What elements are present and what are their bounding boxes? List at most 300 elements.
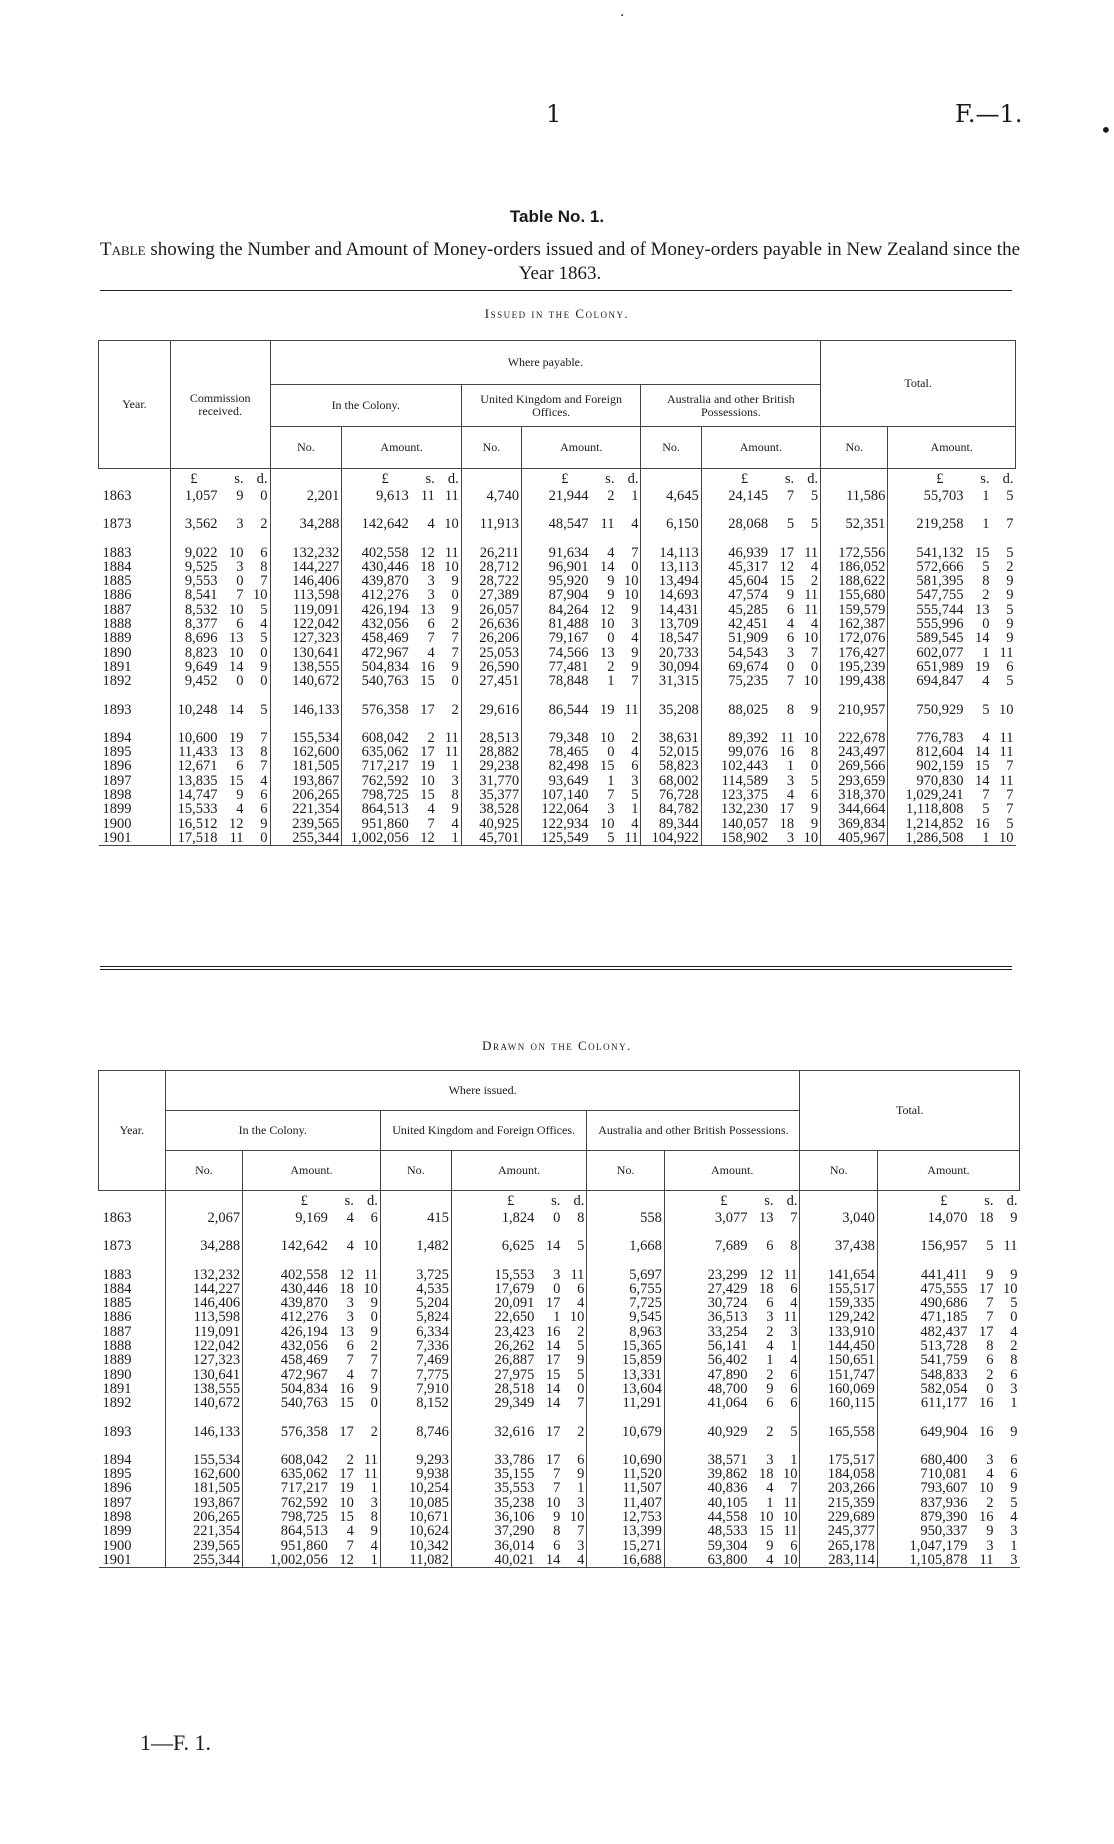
pounds-value: 48,700 xyxy=(707,1381,748,1397)
pence-value: 7 xyxy=(1006,517,1014,532)
count-cell: 16,688 xyxy=(587,1553,664,1568)
amount-cell xyxy=(888,489,1016,503)
amount-cell xyxy=(243,1496,381,1510)
pence-value: 6 xyxy=(577,1281,585,1297)
count-cell: 133,910 xyxy=(800,1325,877,1339)
count-cell: 181,505 xyxy=(270,759,342,773)
count-cell: 130,641 xyxy=(270,646,342,660)
pence-value: 4 xyxy=(790,1353,798,1368)
count-cell: 186,052 xyxy=(821,560,888,574)
pounds-value: 29,349 xyxy=(494,1396,535,1411)
shillings-value: 19 xyxy=(975,659,990,675)
pence-value: 10 xyxy=(999,702,1014,717)
pence-value: 5 xyxy=(1006,602,1014,618)
pence-value: 11 xyxy=(999,773,1014,789)
pounds-value: 9,022 xyxy=(184,545,218,560)
pence-value: 11 xyxy=(804,545,819,560)
pounds-value: 8,696 xyxy=(184,631,218,646)
pence-value: 9 xyxy=(370,1524,378,1539)
pounds-value: 1,047,179 xyxy=(909,1538,968,1553)
year-cell: 1890 xyxy=(102,1367,132,1382)
count-cell: 221,354 xyxy=(165,1524,242,1538)
spacer-row xyxy=(99,1439,1020,1453)
shillings-value: 0 xyxy=(553,1281,561,1297)
amount-cell xyxy=(877,1453,1019,1467)
pounds-value: 9,553 xyxy=(184,574,218,589)
spacer-cell xyxy=(522,532,641,546)
shillings-value: 9 xyxy=(766,1538,774,1553)
count-cell: 2,201 xyxy=(270,489,342,503)
shilling-unit: s. xyxy=(344,1193,354,1209)
pounds-value: 426,194 xyxy=(280,1324,328,1340)
spacer-cell xyxy=(522,689,641,703)
pounds-value: 41,064 xyxy=(707,1396,748,1411)
pounds-value: 21,944 xyxy=(548,489,589,504)
amount-cell xyxy=(522,759,641,773)
count-cell: 150,651 xyxy=(800,1353,877,1367)
pounds-value: 793,607 xyxy=(920,1481,968,1496)
shillings-value: 11 xyxy=(229,830,244,846)
shillings-value: 13 xyxy=(599,645,615,660)
amount-cell xyxy=(877,1467,1019,1481)
col-amount: Amount. xyxy=(888,427,1016,469)
units-row xyxy=(99,1191,1020,1212)
count-cell: 130,641 xyxy=(165,1368,242,1382)
amount-cell xyxy=(451,1510,587,1524)
pence-value: 4 xyxy=(260,773,268,789)
pounds-value: 812,604 xyxy=(916,745,964,760)
shillings-value: 17 xyxy=(545,1452,561,1468)
pence-value: 10 xyxy=(623,574,639,589)
pence-value: 5 xyxy=(810,517,819,532)
pence-value: 1 xyxy=(451,759,459,774)
pence-value: 6 xyxy=(631,759,639,774)
pence-value: 9 xyxy=(631,602,639,618)
shillings-value: 16 xyxy=(420,659,435,675)
count-cell: 141,654 xyxy=(800,1268,877,1282)
pounds-value: 142,642 xyxy=(361,517,409,532)
amount-cell xyxy=(522,588,641,602)
amount-cell xyxy=(522,646,641,660)
spacer-row xyxy=(99,717,1016,731)
spacer-cell xyxy=(165,1439,242,1453)
pounds-value: 40,836 xyxy=(707,1481,748,1496)
count-cell: 7,336 xyxy=(380,1339,451,1353)
pounds-value: 472,967 xyxy=(361,645,409,660)
pence-value: 7 xyxy=(260,730,268,746)
col-in-colony: In the Colony. xyxy=(165,1111,380,1151)
pence-value: 6 xyxy=(1010,1452,1018,1468)
shillings-value: 5 xyxy=(982,559,990,575)
year-cell: 1901 xyxy=(99,1553,166,1568)
amount-cell xyxy=(243,1382,381,1396)
year-cell: 1863 xyxy=(102,1211,132,1226)
shillings-value: 3 xyxy=(427,574,435,589)
pounds-value: 93,649 xyxy=(548,773,589,789)
shillings-value: 9 xyxy=(607,574,615,589)
amount-cell xyxy=(170,489,270,503)
pounds-value: 63,800 xyxy=(707,1552,748,1568)
amount-cell xyxy=(888,560,1016,574)
amount-cell xyxy=(888,788,1016,802)
pence-value: 10 xyxy=(253,588,268,603)
count-cell: 31,770 xyxy=(461,774,521,788)
pence-value: 9 xyxy=(370,1381,378,1397)
shillings-value: 15 xyxy=(339,1396,354,1411)
pence-value: 11 xyxy=(444,745,459,760)
pounds-value: 35,238 xyxy=(494,1495,535,1511)
pence-value: 11 xyxy=(624,702,639,717)
year-cell: 1889 xyxy=(102,631,132,646)
count-cell: 155,680 xyxy=(821,588,888,602)
pounds-value: 8,377 xyxy=(184,617,218,632)
amount-cell xyxy=(522,546,641,560)
spacer-cell xyxy=(170,717,270,731)
table-row xyxy=(99,1510,1020,1524)
shillings-value: 14 xyxy=(545,1339,561,1354)
count-cell: 210,957 xyxy=(821,703,888,717)
stray-mark: • xyxy=(1100,118,1112,142)
count-cell: 26,211 xyxy=(461,546,521,560)
shillings-value: 6 xyxy=(986,1353,994,1368)
pounds-value: 47,890 xyxy=(707,1367,748,1382)
pence-value: 5 xyxy=(1006,674,1014,689)
count-cell: 165,558 xyxy=(800,1425,877,1439)
count-cell: 255,344 xyxy=(165,1553,242,1568)
amount-cell xyxy=(664,1211,800,1225)
shillings-value: 4 xyxy=(982,674,990,689)
amount-cell xyxy=(451,1282,587,1296)
pounds-value: 125,549 xyxy=(541,830,589,846)
count-cell: 15,365 xyxy=(587,1339,664,1353)
count-cell: 9,293 xyxy=(380,1453,451,1467)
pounds-value: 555,996 xyxy=(916,617,964,632)
amount-cell xyxy=(451,1339,587,1353)
amount-cell xyxy=(170,574,270,588)
shilling-unit: s. xyxy=(784,471,795,487)
shillings-value: 3 xyxy=(786,645,795,660)
pounds-value: 28,518 xyxy=(494,1381,535,1397)
pence-value: 10 xyxy=(623,588,639,603)
shillings-value: 4 xyxy=(427,645,435,660)
amount-cell xyxy=(664,1425,800,1439)
spacer-cell xyxy=(243,1254,381,1268)
pence-value: 0 xyxy=(260,645,268,660)
shillings-value: 15 xyxy=(975,545,990,560)
pence-value: 3 xyxy=(1010,1524,1018,1539)
amount-cell xyxy=(522,802,641,816)
pounds-value: 84,264 xyxy=(548,602,589,618)
year-cell: 1895 xyxy=(102,1467,132,1482)
pence-value: 5 xyxy=(577,1239,585,1254)
count-cell: 203,266 xyxy=(800,1481,877,1495)
count-cell: 144,227 xyxy=(165,1282,242,1296)
col-amount: Amount. xyxy=(877,1151,1019,1191)
count-cell: 119,091 xyxy=(165,1325,242,1339)
count-cell: 13,399 xyxy=(587,1524,664,1538)
amount-cell xyxy=(170,831,270,846)
pence-value: 11 xyxy=(363,1467,378,1482)
shillings-value: 2 xyxy=(607,489,615,504)
pounds-value: 441,411 xyxy=(920,1267,968,1282)
spacer-row xyxy=(99,1225,1020,1239)
pence-value: 7 xyxy=(451,631,459,646)
shillings-value: 6 xyxy=(766,1239,774,1254)
table-row xyxy=(99,774,1016,788)
amount-cell xyxy=(888,660,1016,674)
shillings-value: 5 xyxy=(607,830,615,846)
pence-value: 6 xyxy=(790,1367,798,1382)
shillings-value: 16 xyxy=(779,745,795,760)
pounds-value: 78,465 xyxy=(548,745,589,760)
year-cell: 1873 xyxy=(102,517,132,532)
shillings-value: 14 xyxy=(229,702,244,717)
year-cell: 1889 xyxy=(102,1353,132,1368)
pence-value: 8 xyxy=(577,1211,585,1226)
pence-value: 5 xyxy=(810,773,819,789)
pence-value: 10 xyxy=(999,830,1014,846)
spacer-cell xyxy=(380,1411,451,1425)
spacer-cell xyxy=(800,1439,877,1453)
shillings-value: 2 xyxy=(427,730,435,746)
shillings-value: 7 xyxy=(786,489,795,504)
count-cell: 10,690 xyxy=(587,1453,664,1467)
pence-value: 10 xyxy=(569,1510,585,1525)
count-cell: 8,963 xyxy=(587,1325,664,1339)
pence-value: 5 xyxy=(631,788,639,803)
pounds-value: 540,763 xyxy=(280,1396,328,1411)
shillings-value: 17 xyxy=(420,702,435,717)
shillings-value: 17 xyxy=(545,1296,561,1311)
table-row xyxy=(99,1481,1020,1495)
units-cell xyxy=(888,469,1016,490)
pounds-value: 572,666 xyxy=(916,559,964,575)
shillings-value: 12 xyxy=(229,816,244,831)
pence-value: 7 xyxy=(370,1367,378,1382)
spacer-cell xyxy=(170,503,270,517)
year-cell: 1897 xyxy=(102,773,132,789)
pence-value: 1 xyxy=(577,1481,585,1496)
pounds-value: 32,616 xyxy=(494,1424,535,1439)
pounds-value: 55,703 xyxy=(923,489,964,504)
table-row xyxy=(99,731,1016,745)
col-australia: Australia and other British Possessions. xyxy=(641,385,821,427)
pence-value: 2 xyxy=(1010,1339,1018,1354)
pounds-value: 33,786 xyxy=(494,1452,535,1468)
year-cell: 1886 xyxy=(102,588,132,603)
table-row xyxy=(99,1310,1020,1324)
amount-cell xyxy=(701,560,820,574)
shillings-value: 6 xyxy=(236,759,244,774)
shillings-value: 9 xyxy=(236,489,244,504)
pence-value: 4 xyxy=(1010,1510,1018,1525)
document-code: F.—1. xyxy=(955,100,1023,128)
shillings-value: 13 xyxy=(229,745,244,760)
count-cell: 68,002 xyxy=(641,774,701,788)
shillings-value: 3 xyxy=(607,802,615,817)
year-cell: 1892 xyxy=(102,674,132,689)
count-cell: 159,335 xyxy=(800,1296,877,1310)
pence-value: 5 xyxy=(810,489,819,504)
amount-cell xyxy=(877,1524,1019,1538)
shillings-value: 12 xyxy=(758,1267,774,1282)
pounds-value: 46,939 xyxy=(728,545,769,560)
amount-cell xyxy=(701,703,820,717)
shillings-value: 0 xyxy=(786,659,795,675)
count-cell: 162,600 xyxy=(165,1467,242,1481)
pounds-value: 33,254 xyxy=(707,1324,748,1340)
amount-cell xyxy=(888,646,1016,660)
shillings-value: 13 xyxy=(420,602,435,618)
count-cell: 35,377 xyxy=(461,788,521,802)
pence-value: 11 xyxy=(444,545,459,560)
amount-cell xyxy=(170,674,270,688)
col-australia: Australia and other British Possessions. xyxy=(587,1111,800,1151)
count-cell: 31,315 xyxy=(641,674,701,688)
pence-value: 3 xyxy=(577,1538,585,1553)
pence-value: 9 xyxy=(370,1296,378,1311)
table-title: Table No. 1. xyxy=(509,207,605,226)
count-cell: 172,556 xyxy=(821,546,888,560)
pence-value: 8 xyxy=(260,745,268,760)
pence-value: 5 xyxy=(577,1339,585,1354)
pence-value: 7 xyxy=(260,574,268,589)
pounds-value: 513,728 xyxy=(920,1339,968,1354)
spacer-cell xyxy=(342,532,461,546)
spacer-cell xyxy=(587,1439,664,1453)
shillings-value: 7 xyxy=(607,788,615,803)
pence-value: 11 xyxy=(999,645,1014,660)
pence-value: 6 xyxy=(1006,659,1014,675)
shillings-value: 15 xyxy=(420,788,435,803)
drawn-table-body xyxy=(99,1191,1020,1568)
shillings-value: 15 xyxy=(420,674,435,689)
spacer-cell xyxy=(165,1225,242,1239)
count-cell: 35,208 xyxy=(641,703,701,717)
shillings-value: 6 xyxy=(766,1296,774,1311)
count-cell: 122,042 xyxy=(270,617,342,631)
pence-value: 4 xyxy=(577,1296,585,1311)
spacer-cell xyxy=(522,503,641,517)
pounds-value: 24,145 xyxy=(728,489,769,504)
year-cell: 1887 xyxy=(102,1324,132,1340)
amount-cell xyxy=(170,817,270,831)
shillings-value: 10 xyxy=(599,617,615,632)
pence-value: 2 xyxy=(577,1324,585,1340)
pounds-value: 96,901 xyxy=(548,559,589,575)
amount-cell xyxy=(342,603,461,617)
spacer-cell xyxy=(451,1411,587,1425)
shillings-value: 1 xyxy=(786,759,795,774)
pounds-value: 581,395 xyxy=(916,574,964,589)
shillings-value: 1 xyxy=(982,489,990,504)
spacer-cell xyxy=(461,503,521,517)
shillings-value: 8 xyxy=(553,1524,561,1539)
amount-cell xyxy=(877,1310,1019,1324)
amount-cell xyxy=(170,774,270,788)
spacer-cell xyxy=(99,532,171,546)
col-amount: Amount. xyxy=(243,1151,381,1191)
count-cell: 138,555 xyxy=(270,660,342,674)
amount-cell xyxy=(877,1496,1019,1510)
amount-cell xyxy=(170,646,270,660)
shillings-value: 16 xyxy=(979,1396,994,1411)
shillings-value: 11 xyxy=(979,1552,994,1568)
pence-value: 7 xyxy=(790,1481,798,1496)
pounds-value: 1,029,241 xyxy=(905,788,964,803)
shillings-value: 9 xyxy=(553,1510,561,1525)
year-cell: 1863 xyxy=(102,489,132,504)
count-cell: 3,040 xyxy=(800,1211,877,1225)
amount-cell xyxy=(664,1467,800,1481)
pounds-value: 99,076 xyxy=(728,745,769,760)
pence-value: 11 xyxy=(804,588,819,603)
count-cell: 369,834 xyxy=(821,817,888,831)
pence-value: 8 xyxy=(790,1239,798,1254)
amount-cell xyxy=(522,674,641,688)
amount-cell xyxy=(342,617,461,631)
table-row xyxy=(99,1282,1020,1296)
pounds-value: 608,042 xyxy=(280,1452,328,1468)
pence-value: 3 xyxy=(631,773,639,789)
shillings-value: 6 xyxy=(346,1339,354,1354)
amount-cell xyxy=(888,588,1016,602)
amount-cell xyxy=(451,1453,587,1467)
count-cell: 146,133 xyxy=(270,703,342,717)
pounds-value: 82,498 xyxy=(548,759,589,774)
count-cell: 229,689 xyxy=(800,1510,877,1524)
pounds-value: 10,600 xyxy=(177,730,218,746)
shillings-value: 8 xyxy=(986,1339,994,1354)
pence-value: 1 xyxy=(631,802,639,817)
year-cell: 1898 xyxy=(102,1510,132,1525)
pence-value: 11 xyxy=(624,830,639,846)
amount-cell xyxy=(243,1368,381,1382)
col-commission: Commission received. xyxy=(170,341,270,469)
count-cell: 6,334 xyxy=(380,1325,451,1339)
pounds-value: 122,934 xyxy=(541,816,589,831)
pounds-value: 140,057 xyxy=(721,816,769,831)
pounds-value: 12,671 xyxy=(177,759,218,774)
amount-cell xyxy=(664,1282,800,1296)
shillings-value: 0 xyxy=(607,745,615,760)
count-cell: 293,659 xyxy=(821,774,888,788)
pence-value: 9 xyxy=(810,702,819,717)
pence-value: 6 xyxy=(790,1538,798,1553)
pound-unit: £ xyxy=(190,471,198,487)
shillings-value: 10 xyxy=(339,1495,354,1511)
units-cell xyxy=(165,1191,242,1212)
pence-value: 2 xyxy=(810,574,819,589)
pence-value: 11 xyxy=(570,1267,585,1282)
shillings-value: 10 xyxy=(545,1495,561,1511)
spacer-cell xyxy=(877,1439,1019,1453)
shillings-value: 12 xyxy=(599,602,615,618)
pounds-value: 36,513 xyxy=(707,1310,748,1325)
shillings-value: 15 xyxy=(339,1510,354,1525)
count-cell: 37,438 xyxy=(800,1239,877,1253)
pounds-value: 35,155 xyxy=(494,1467,535,1482)
pounds-value: 8,532 xyxy=(184,602,218,618)
amount-cell xyxy=(888,731,1016,745)
amount-cell xyxy=(888,574,1016,588)
year-cell: 1885 xyxy=(102,1296,132,1311)
pounds-value: 42,451 xyxy=(728,617,769,632)
amount-cell xyxy=(451,1353,587,1367)
amount-cell xyxy=(342,731,461,745)
shillings-value: 6 xyxy=(786,631,795,646)
stray-mark: · xyxy=(620,8,625,24)
